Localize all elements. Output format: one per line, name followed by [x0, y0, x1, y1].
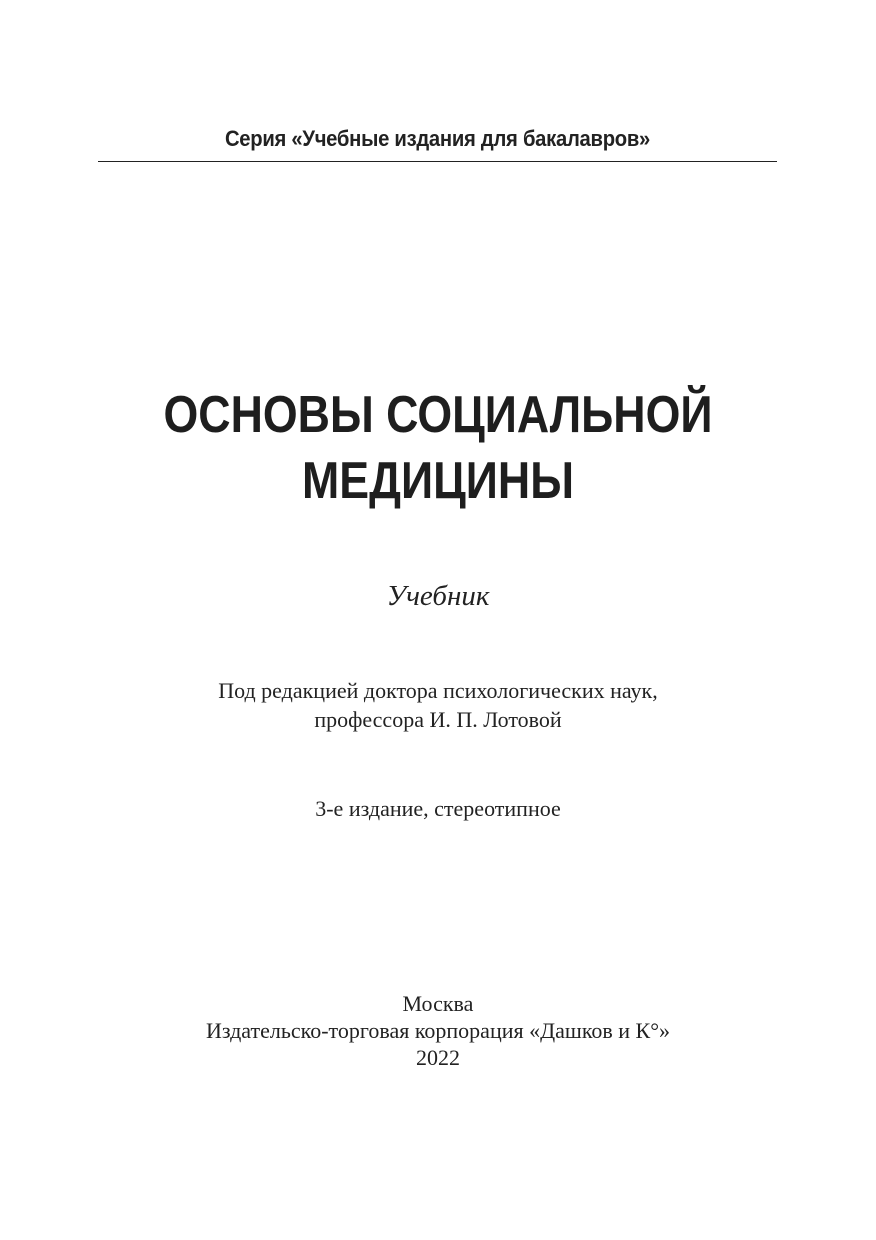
book-title-line-1: ОСНОВЫ СОЦИАЛЬНОЙ: [163, 386, 713, 444]
header-rule: [98, 161, 777, 162]
imprint-city: Москва: [402, 991, 474, 1016]
edition-note: 3-е издание, стереотипное: [315, 796, 561, 821]
imprint: [0, 990, 876, 1071]
book-title-line-2: МЕДИЦИНЫ: [302, 452, 574, 510]
book-title: [61, 382, 814, 514]
imprint-year: 2022: [416, 1045, 460, 1070]
editor-credit-line-1: Под редакцией доктора психологических наук,: [218, 678, 658, 703]
editor-credit-line-2: профессора И. П. Лотовой: [314, 707, 562, 732]
book-type: Учебник: [386, 580, 490, 612]
series-heading: Серия «Учебные издания для бакалавров»: [224, 126, 651, 151]
imprint-publisher: Издательско-торговая корпорация «Дашков и К°»: [205, 1018, 671, 1043]
editor-credit: [0, 676, 876, 734]
